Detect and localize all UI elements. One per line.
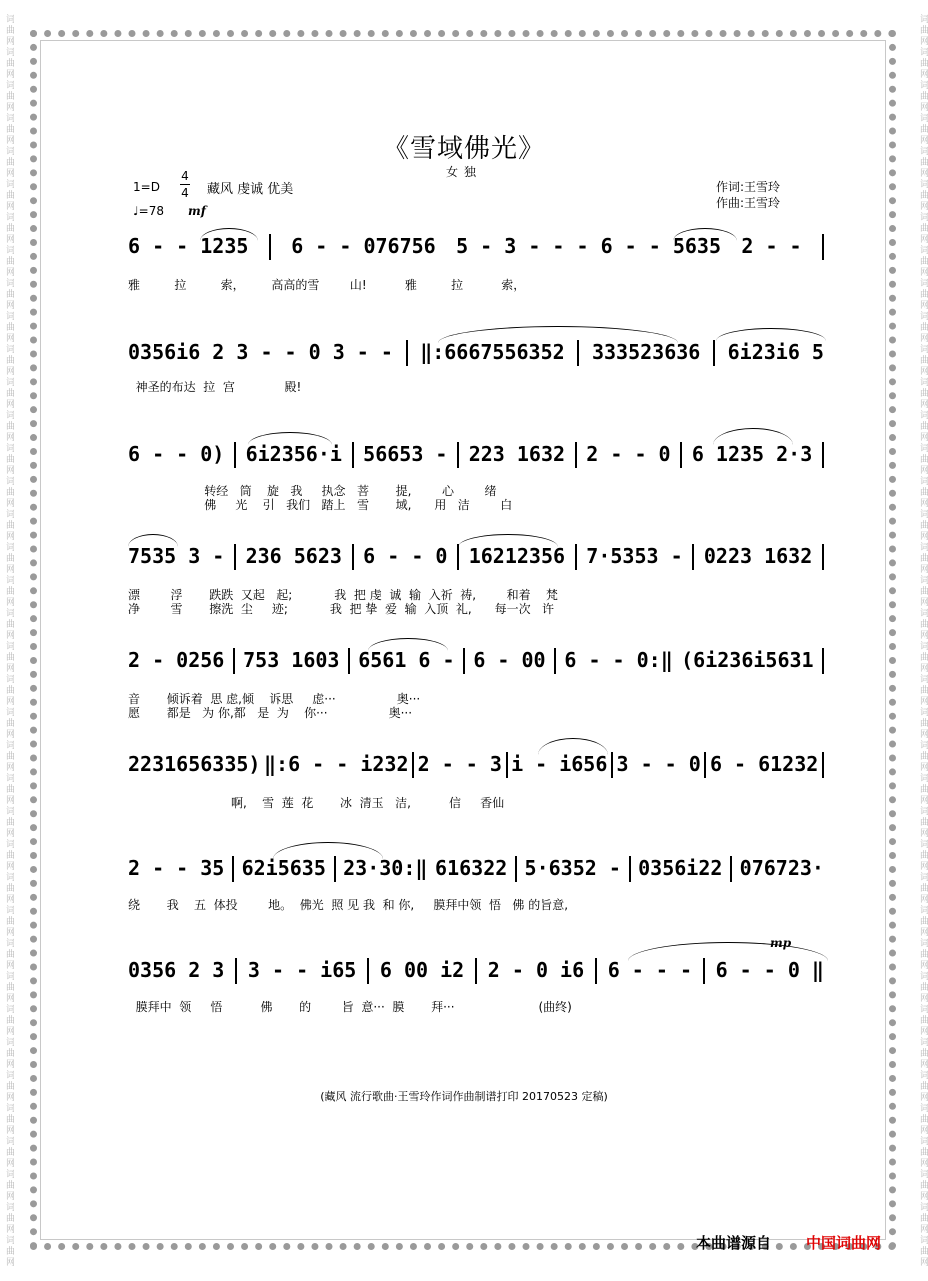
meter-top: 4 (181, 169, 189, 183)
barline (822, 442, 824, 468)
notation-row (128, 850, 824, 884)
notes-measure: ‖:6667556352 (420, 340, 565, 364)
lyric-line: 愿 都是 为 你,都 是 为 你··· 奥··· (128, 706, 413, 720)
barline (703, 958, 705, 984)
notes-measure: 7·5353 - (586, 544, 683, 568)
barline (235, 958, 237, 984)
notes-measure: i - i656 (511, 752, 608, 776)
notes-measure: 6 - - 0:‖ (564, 648, 673, 672)
notes-measure: 2231656335) (128, 752, 261, 776)
barline (554, 648, 556, 674)
key-signature: 1=D (133, 180, 160, 194)
time-signature (178, 168, 192, 201)
notes-measure: 6i23i6 5 (727, 340, 824, 364)
barline (233, 648, 235, 674)
barline (595, 958, 597, 984)
notes-measure: (6i236i5631 (681, 648, 814, 672)
notes-measure: 56653 - (363, 442, 448, 466)
notes-measure: 076723· (739, 856, 824, 880)
lyric-line: 雅 拉 索， 高高的雪 山! 雅 拉 索， (128, 278, 526, 292)
source-label: 本曲谱源自 (696, 1234, 772, 1252)
notation-row (128, 642, 824, 676)
barline (506, 752, 508, 778)
barline (412, 752, 414, 778)
notes-measure: 236 5623 (245, 544, 342, 568)
notes-measure: 3 - - 0 (616, 752, 701, 776)
slur (200, 228, 258, 241)
tempo-marking: ♩=78 (133, 204, 164, 218)
notes-measure: 5 - 3 - - - 6 - - 5635 (456, 234, 721, 258)
barline (406, 340, 408, 366)
dynamic-mf: mf (188, 204, 206, 218)
notation-row (128, 334, 824, 368)
notes-measure: 23·30:‖ (343, 856, 428, 880)
notes-measure: 2 - 0256 (128, 648, 225, 672)
notes-measure: 0356i6 2 3 - - 0 3 - - (128, 340, 393, 364)
score-paper (41, 41, 885, 1239)
barline (822, 544, 824, 570)
notes-measure: 6561 6 - (358, 648, 455, 672)
notes-measure: 2 - - 0 (586, 442, 671, 466)
notes-measure: 7535 3 - (128, 544, 225, 568)
notes-measure: 6 - 00 (473, 648, 546, 672)
notes-measure: 223 1632 (468, 442, 566, 466)
barline (269, 234, 271, 260)
notes-measure: 616322 (435, 856, 508, 880)
song-title: 《雪域佛光》 (382, 134, 545, 164)
performance-type: 女独 (445, 165, 482, 179)
watermark-left: 词曲网词曲网词曲网词曲网词曲网词曲网词曲网词曲网词曲网词曲网词曲网词曲网词曲网词曲网词曲网词曲网词曲网词曲网词曲网词曲网词曲网词曲网词曲网词曲网词曲网词曲网词曲网词曲网词曲网词曲网词曲网词曲网词曲网词曲网词曲网词曲网词曲网词曲网 (4, 13, 14, 1268)
notes-measure: 333523636 (591, 340, 701, 364)
notes-measure: 2 - - 3 (417, 752, 502, 776)
notes-measure: 6i2356·i (245, 442, 342, 466)
lyric-line: 啊, 雪 莲 花 冰 清玉 洁, 信 香仙 (128, 796, 505, 810)
lyric-line: 音 倾诉着 思 虑,倾 诉思 虑··· 奥··· (128, 692, 421, 706)
barline (463, 648, 465, 674)
lyricist-credit: 作词:王雪玲 (716, 180, 781, 194)
barline (232, 856, 234, 882)
notation-row (128, 228, 824, 262)
notes-measure: 0223 1632 (703, 544, 813, 568)
notes-measure: 6 - - 076756 (291, 234, 436, 258)
notes-measure: 6 - - 0 (363, 544, 448, 568)
barline (352, 544, 354, 570)
print-note: (藏风 流行歌曲·王雪玲作词作曲制谱打印 20170523 定稿) (320, 1090, 608, 1103)
barline (457, 442, 459, 468)
barline (457, 544, 459, 570)
barline (234, 544, 236, 570)
barline (822, 648, 824, 674)
notes-measure: ‖:6 - - i232 (264, 752, 409, 776)
notes-measure: 6 - 61232 (709, 752, 819, 776)
notation-row (128, 538, 824, 572)
notation-row (128, 436, 824, 470)
notes-measure: 62i5635 (241, 856, 326, 880)
barline (334, 856, 336, 882)
barline (367, 958, 369, 984)
notes-measure: 6 - - 0 ‖ (715, 958, 824, 982)
barline (352, 442, 354, 468)
barline (680, 442, 682, 468)
notes-measure: 2 - - 35 (128, 856, 225, 880)
notes-measure: 5·6352 - (524, 856, 621, 880)
lyric-line: 漂 浮 跌跌 又起 起; 我 把 虔 诚 输 入祈 祷, 和着 梵 (128, 588, 558, 602)
notes-measure: 6 - - 1235 (128, 234, 249, 258)
notes-measure: 2 - 0 i6 (487, 958, 585, 982)
barline (704, 752, 706, 778)
notes-measure: 753 1603 (243, 648, 340, 672)
lyric-line: 膜拜中 领 悟 佛 的 旨 意··· 膜 拜··· (曲终) (128, 1000, 572, 1014)
barline (515, 856, 517, 882)
barline (348, 648, 350, 674)
barline (692, 544, 694, 570)
barline (713, 340, 715, 366)
notes-measure: 3 - - i65 (247, 958, 357, 982)
barline (575, 442, 577, 468)
barline (575, 544, 577, 570)
notes-measure: 16212356 (468, 544, 566, 568)
notes-measure: 6 1235 2·3 (691, 442, 813, 466)
barline (577, 340, 579, 366)
notes-measure: 2 - - (741, 234, 802, 258)
source-site-link[interactable]: 中国词曲网 (806, 1234, 882, 1252)
meter-divider (180, 184, 190, 185)
barline (822, 234, 824, 260)
notes-measure: 6 - - - (607, 958, 692, 982)
notes-measure: 6 00 i2 (379, 958, 465, 982)
composer-credit: 作曲:王雪玲 (716, 196, 781, 210)
meter-bottom: 4 (181, 186, 189, 200)
notes-measure: 0356 2 3 (128, 958, 225, 982)
dynamic-mp: mp (770, 936, 792, 950)
notation-row (128, 952, 824, 986)
notes-measure: 0356i22 (638, 856, 723, 880)
lyric-line: 净 雪 擦洗 尘 迹; 我 把 挚 爱 输 入顶 礼, 每一次 许 (128, 602, 555, 616)
barline (611, 752, 613, 778)
lyric-line: 转经 筒 旋 我 执念 菩 提, 心 绪 (128, 484, 497, 498)
style-marking: 藏风 虔诚 优美 (207, 182, 294, 197)
watermark-right: 词曲网词曲网词曲网词曲网词曲网词曲网词曲网词曲网词曲网词曲网词曲网词曲网词曲网词曲网词曲网词曲网词曲网词曲网词曲网词曲网词曲网词曲网词曲网词曲网词曲网词曲网词曲网词曲网词曲网词曲网词曲网词曲网词曲网词曲网词曲网词曲网词曲网词曲网 (918, 13, 928, 1268)
notes-measure: 6 - - 0) (128, 442, 225, 466)
barline (234, 442, 236, 468)
lyric-line: 神圣的布达 拉 宫 殿! (128, 380, 302, 394)
barline (822, 752, 824, 778)
barline (629, 856, 631, 882)
notation-row (128, 746, 824, 780)
slur (673, 228, 737, 241)
lyric-line: 绕 我 五 体投 地。 佛光 照 见 我 和 你, 膜拜中领 悟 佛 的旨意, (128, 898, 569, 912)
barline (730, 856, 732, 882)
lyric-line: 佛 光 引 我们 踏上 雪 域, 用 洁 白 (128, 498, 513, 512)
barline (475, 958, 477, 984)
